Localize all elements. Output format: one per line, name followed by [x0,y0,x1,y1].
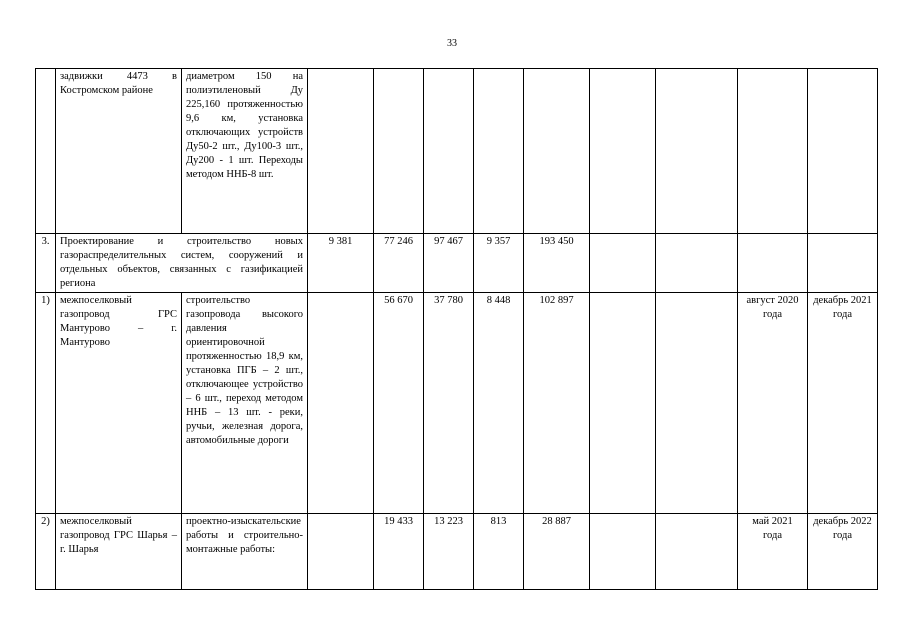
row-number: 3. [36,234,56,293]
section-title: Проектирование и строительство новых газораспределительных систем, сооружений и отдельных объектов, связанных с газификацией региона [56,234,308,293]
value-cell: 37 780 [424,293,474,514]
object-name: межпоселковый газопровод ГРС Шарья – г. Шарья [56,514,182,590]
row-number: 1) [36,293,56,514]
empty-cell [656,69,738,234]
start-date [738,69,808,234]
value-cell [308,514,374,590]
value-cell: 13 223 [424,514,474,590]
value-cell: 97 467 [424,234,474,293]
empty-cell [590,514,656,590]
table-row [36,293,878,514]
object-description: проектно-изыскательские работы и строительно-монтажные работы: [182,514,308,590]
start-date: август 2020 года [738,293,808,514]
value-cell [308,69,374,234]
object-description: строительство газопровода высокого давления ориентировочной протяженностью 18,9 км, установка ПГБ – 2 шт., отключающее устройство – 6 шт., переход методом ННБ – 13 шт. - реки, ручьи, железная дорога, автомобильные дороги [182,293,308,514]
value-cell: 56 670 [374,293,424,514]
value-cell: 193 450 [524,234,590,293]
end-date [808,234,878,293]
value-cell: 77 246 [374,234,424,293]
empty-cell [590,69,656,234]
end-date: декабрь 2021 года [808,293,878,514]
end-date: декабрь 2022 года [808,514,878,590]
row-number: 2) [36,514,56,590]
start-date [738,234,808,293]
object-name: межпоселковый газопровод ГРС Мантурово – г. Мантурово [56,293,182,514]
table-row [36,234,878,293]
value-cell [308,293,374,514]
object-name: задвижки 4473 в Костромском районе [56,69,182,234]
value-cell: 813 [474,514,524,590]
value-cell: 9 357 [474,234,524,293]
value-cell [524,69,590,234]
empty-cell [656,514,738,590]
value-cell [374,69,424,234]
table-row [36,514,878,590]
page-number: 33 [447,38,457,49]
empty-cell [656,234,738,293]
value-cell: 28 887 [524,514,590,590]
end-date [808,69,878,234]
value-cell [424,69,474,234]
row-number [36,69,56,234]
program-table [35,68,878,590]
empty-cell [590,293,656,514]
value-cell: 102 897 [524,293,590,514]
value-cell: 8 448 [474,293,524,514]
object-description: диаметром 150 на полиэтиленовый Ду 225,160 протяженностью 9,6 км, установка отключающих устройств Ду50-2 шт., Ду100-3 шт., Ду200 - 1 шт. Переходы методом ННБ-8 шт. [182,69,308,234]
table-row [36,69,878,234]
empty-cell [656,293,738,514]
value-cell [474,69,524,234]
value-cell: 19 433 [374,514,424,590]
empty-cell [590,234,656,293]
value-cell: 9 381 [308,234,374,293]
start-date: май 2021 года [738,514,808,590]
